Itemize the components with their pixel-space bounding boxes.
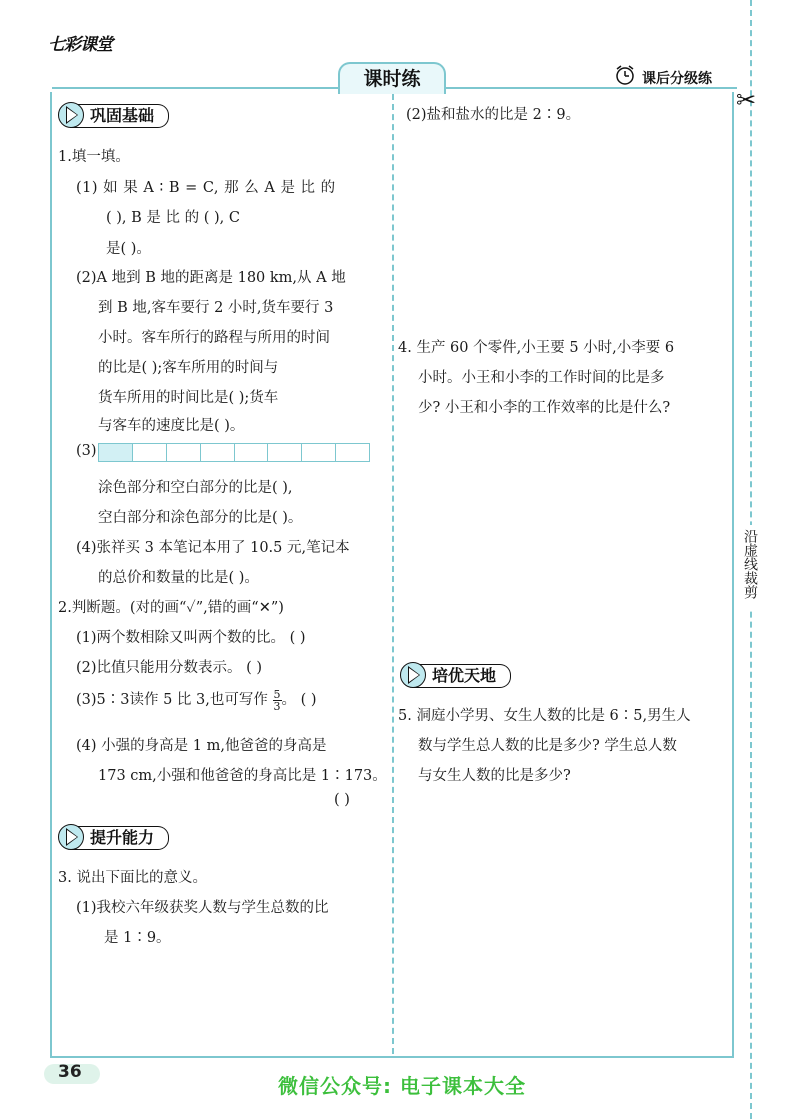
section-improve-label: 提升能力	[70, 826, 169, 850]
q1-p2-line6: 与客车的速度比是( )。	[98, 418, 245, 434]
scissors-icon: ✂	[736, 86, 757, 114]
cut-instruction-text: 沿虚线裁剪	[742, 529, 758, 599]
q5-line1: 5. 洞庭小学男、女生人数的比是 6∶5,男生人	[398, 708, 691, 724]
page-title: 课时练	[338, 62, 446, 94]
grid-cell-blank	[302, 444, 336, 461]
q2-item1: (1)两个数相除又叫两个数的比。 ( )	[76, 630, 306, 646]
grid-cell-blank	[268, 444, 302, 461]
grid-cell-blank	[133, 444, 167, 461]
q1-p3-label: (3)	[76, 443, 97, 459]
practice-level-label: 课后分级练	[642, 71, 712, 87]
watermark-text: 微信公众号: 电子课本大全	[278, 1074, 526, 1098]
cut-instruction	[737, 525, 763, 609]
q1-p2-line3: 小时。客车所行的路程与所用的时间	[98, 330, 330, 346]
q1-p3-line2: 空白部分和涂色部分的比是( )。	[98, 510, 303, 526]
q2-item4-line2: 173 cm,小强和他爸爸的身高比是 1∶173。	[98, 768, 387, 784]
fraction-denominator: 3	[273, 699, 281, 713]
q4-line2: 小时。小王和小李的工作时间的比是多	[418, 370, 665, 386]
q1-p2-line4: 的比是( );客车所用的时间与	[98, 360, 279, 376]
ratio-grid	[98, 443, 370, 462]
q1-title: 1.填一填。	[58, 149, 130, 165]
q2-title: 2.判断题。(对的画“✓”,错的画“✕”)	[58, 600, 284, 616]
play-icon	[58, 102, 84, 128]
grid-cell-blank	[235, 444, 269, 461]
q4-line1: 4. 生产 60 个零件,小王要 5 小时,小李要 6	[398, 340, 675, 356]
fraction-five-thirds	[273, 689, 282, 712]
q2-item3	[76, 688, 317, 712]
q1-p2-line1: (2)A 地到 B 地的距离是 180 km,从 A 地	[76, 270, 346, 286]
q2-item3-paren: 。 ( )	[281, 692, 317, 708]
grid-cell-blank	[201, 444, 235, 461]
q1-p4-line2: 的总价和数量的比是( )。	[98, 570, 259, 586]
brand-logo: 七彩课堂	[48, 35, 112, 55]
section-basics-label: 巩固基础	[70, 104, 169, 128]
q2-item3-text: (3)5∶3读作 5 比 3,也可写作	[76, 692, 268, 708]
play-icon	[400, 662, 426, 688]
q2-item4-paren: ( )	[334, 792, 350, 808]
q1-p4-line1: (4)张祥买 3 本笔记本用了 10.5 元,笔记本	[76, 540, 350, 556]
grid-cell-shaded	[99, 444, 133, 461]
q2-item2: (2)比值只能用分数表示。 ( )	[76, 660, 263, 676]
q1-p1-line3: 是( )。	[106, 241, 151, 257]
play-icon	[58, 824, 84, 850]
fraction-numerator: 5	[273, 687, 281, 701]
q1-p2-line2: 到 B 地,客车要行 2 小时,货车要行 3	[98, 300, 334, 316]
alarm-clock-icon	[614, 64, 636, 86]
q5-line2: 数与学生总人数的比是多少? 学生总人数	[418, 738, 677, 754]
page-number: 36	[58, 1062, 82, 1082]
q1-p2-line5: 货车所用的时间比是( );货车	[98, 390, 279, 406]
q3-p2: (2)盐和盐水的比是 2∶9。	[406, 107, 581, 123]
q1-p1-line1: (1) 如 果 A ∶ B = C, 那 么 A 是 比 的	[76, 180, 336, 196]
q3-p1-line2: 是 1∶9。	[104, 930, 171, 946]
q3-title: 3. 说出下面比的意义。	[58, 870, 207, 886]
q3-p1-line1: (1)我校六年级获奖人数与学生总数的比	[76, 900, 329, 916]
q2-item4-line1: (4) 小强的身高是 1 m,他爸爸的身高是	[76, 738, 327, 754]
grid-cell-blank	[167, 444, 201, 461]
q1-p3-line1: 涂色部分和空白部分的比是( ),	[98, 480, 293, 496]
grid-cell-blank	[336, 444, 369, 461]
q4-line3: 少? 小王和小李的工作效率的比是什么?	[418, 400, 671, 416]
column-divider	[392, 94, 394, 1054]
q5-line3: 与女生人数的比是多少?	[418, 768, 571, 784]
section-excel-label: 培优天地	[412, 664, 511, 688]
q1-p1-line2: ( ), B 是 比 的 ( ), C	[106, 210, 240, 226]
